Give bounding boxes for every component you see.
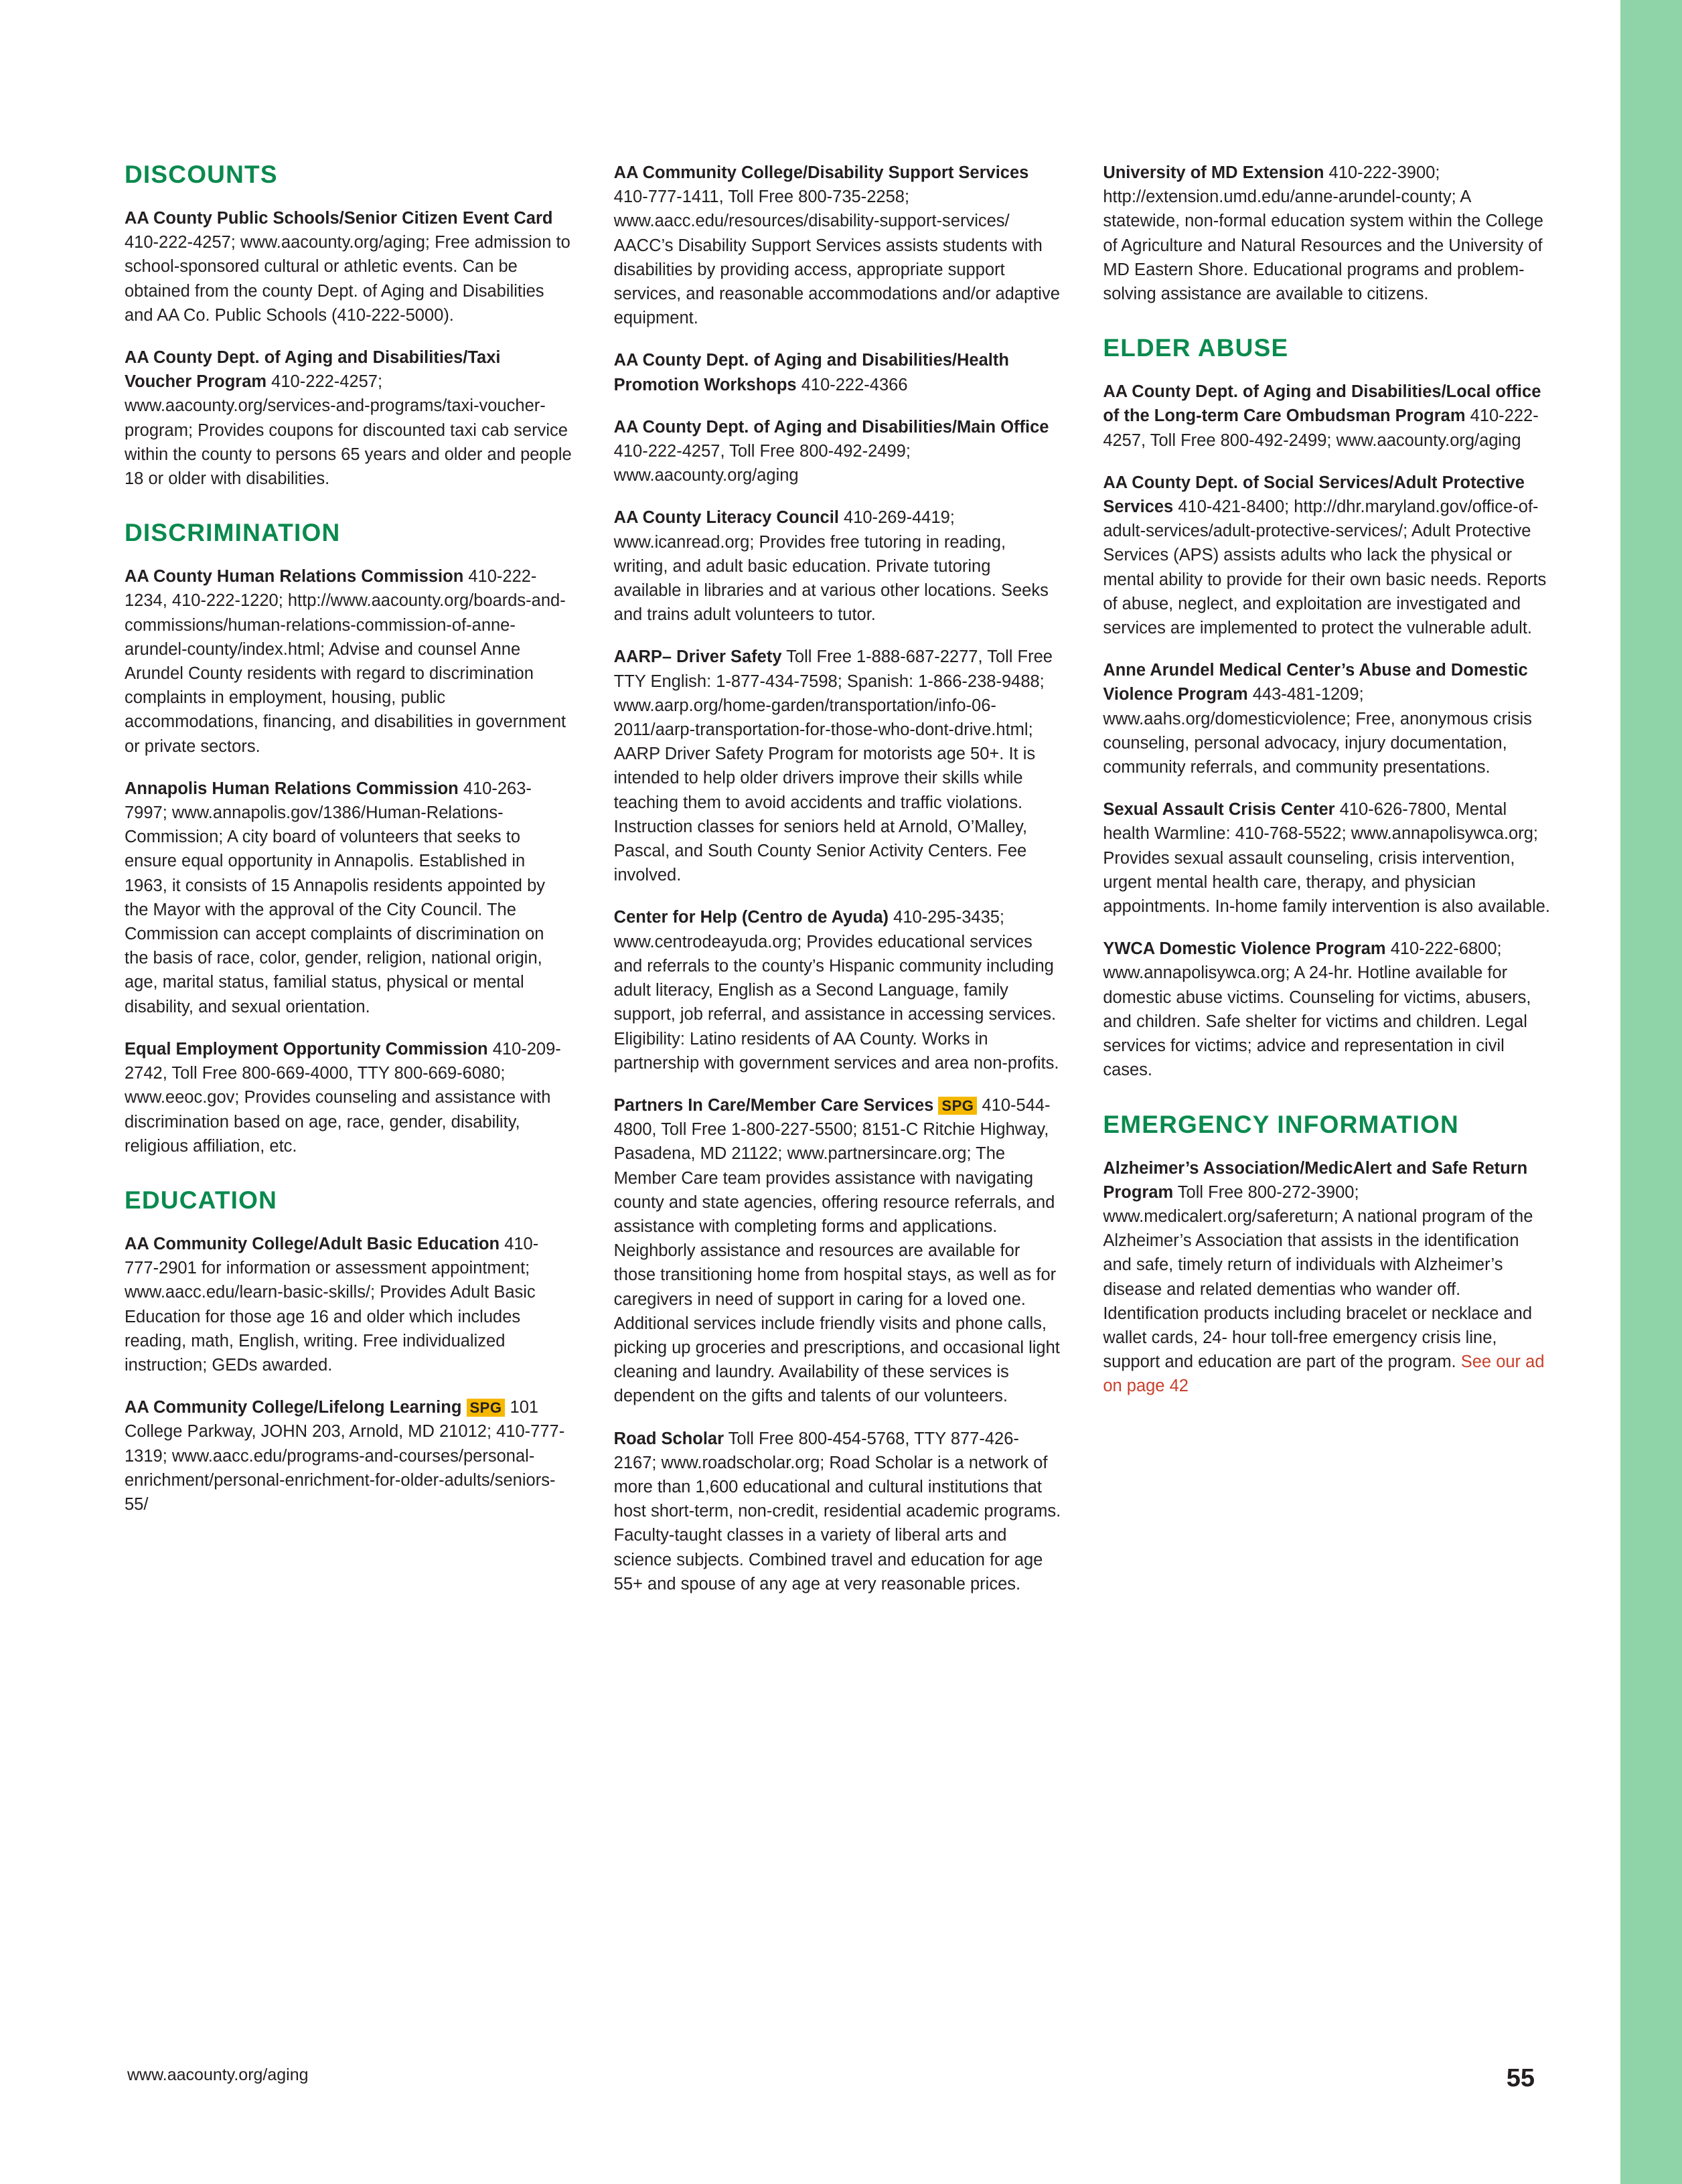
- entry-aarp-driver-safety: [614, 645, 1062, 887]
- article-content: [125, 161, 1551, 1968]
- entry-ltc-ombudsman-program: [1103, 380, 1551, 453]
- entry-body: 410-222-4257; www.aacounty.org/services-and-programs/taxi-voucher-program; Provides coupons for discounted taxi cab service within the county to persons 65 years and older and people 18 or older with disabilities.: [125, 372, 572, 489]
- entry-body: 101 College Parkway, JOHN 203, Arnold, MD 21012; 410-777-1319; www.aacc.edu/programs-and-courses/personal-enrichment/personal-enrichment-for-older-adults/seniors-55/: [125, 1398, 565, 1514]
- entry-body: 410-295-3435; www.centrodeayuda.org; Provides educational services and referrals to the county’s Hispanic community including adult literacy, English as a Second Language, family support, job referral, and assistance in accessing services. Eligibility: Latino residents of AA County. Works in partnership with government services and area non-profits.: [613, 908, 1059, 1073]
- entry-body: 410-626-7800, Mental health Warmline: 410-768-5522; www.annapolisywca.org; Provides sexual assault counseling, crisis intervention, urgent mental health care, therapy, and physician appointments. In-home family intervention is also available.: [1103, 800, 1550, 917]
- section-heading-elder-abuse: ELDER ABUSE: [1103, 334, 1289, 362]
- entry-partners-in-care: [614, 1093, 1062, 1409]
- entry-title: Partners In Care/Member Care Services: [613, 1095, 934, 1115]
- entry-title: AA County Literacy Council: [613, 508, 839, 528]
- ad-cross-reference: See our ad on page 42: [1103, 1352, 1545, 1396]
- entry-body: 410-222-3900; http://extension.umd.edu/anne-arundel-county; A statewide, non-formal education system within the College of Agriculture and Natural Resources and the University of MD Eastern Shore. Educational programs and problem-solving assistance are available to citizens.: [1103, 163, 1543, 304]
- entry-body: 410-222-6800; www.annapolisywca.org; A 24-hr. Hotline available for domestic abuse victims. Counseling for victims, abusers, and children. Safe shelter for victims and children. Legal services for victims; advice and representation in civil cases.: [1103, 939, 1531, 1080]
- entry-title: Road Scholar: [613, 1429, 724, 1448]
- entry-body: 410-222-4257; www.aacounty.org/aging; Free admission to school-sponsored cultural or athletic events. Can be obtained from the county Dept. of Aging and Disabilities and AA Co. Public Schools (410-222-5000).: [125, 233, 570, 325]
- entry-annapolis-human-relations-commission: [125, 777, 572, 1019]
- entry-body: 410-222-4366: [796, 375, 908, 394]
- entry-body: 410-269-4419; www.icanread.org; Provides free tutoring in reading, writing, and adult basic education. Private tutoring available in libraries and at various other locations. Seeks and trains adult volunteers to tutor.: [613, 508, 1049, 625]
- spg-badge: SPG: [938, 1097, 977, 1115]
- entry-ywca-domestic-violence-program: [1103, 937, 1551, 1082]
- entry-body: 410-777-1411, Toll Free 800-735-2258; www.aacc.edu/resources/disability-support-services/ AACC’s Disability Support Services assists students with disabilities by providing access, appropriate support services, and reasonable accommodations and/or adaptive equipment.: [613, 187, 1060, 328]
- entry-lifelong-learning: [125, 1395, 572, 1516]
- page-number: 55: [1506, 2064, 1535, 2092]
- entry-body: Toll Free 800-272-3900; www.medicalert.org/safereturn; A national program of the Alzheimer’s Association that assists in the identification and safe, timely return of individuals with Alzheimer’s disease and related dementias who wander off. Identification products including bracelet or necklace and wallet cards, 24- hour toll-free emergency crisis line, support and education are part of the program.: [1103, 1182, 1533, 1372]
- entry-disability-support-services: [614, 161, 1062, 330]
- entry-body: Toll Free 1-888-687-2277, Toll Free TTY English: 1-877-434-7598; Spanish: 1-866-238-9488; www.aarp.org/home-garden/transportation/info-06-2011/aarp-transportation-for-those-who-dont-drive.html; AARP Driver Safety Program for motorists age 50+. It is intended to help older drivers improve their skills while teaching them to avoid accidents and traffic violations. Instruction classes for seniors held at Arnold, O’Malley, Pascal, and South County Senior Activity Centers. Fee involved.: [613, 647, 1053, 885]
- entry-body: 410-263-7997; www.annapolis.gov/1386/Human-Relations-Commission; A city board of volunteers that seeks to ensure equal opportunity in Annapolis. Established in 1963, it consists of 15 Annapolis residents appointed by the Mayor with the approval of the City Council. The Commission can accept complaints of discrimination on the basis of race, color, gender, religion, national origin, age, marital status, familial status, physical or mental disability, and sexual orientation.: [125, 779, 545, 1016]
- section-heading-discrimination: DISCRIMINATION: [125, 519, 341, 547]
- entry-equal-employment-opportunity-commission: [125, 1037, 572, 1158]
- entry-title: AARP– Driver Safety: [613, 647, 782, 667]
- entry-adult-basic-education: [125, 1232, 572, 1377]
- entry-literacy-council: [614, 505, 1062, 627]
- entry-body: 410-421-8400; http://dhr.maryland.gov/office-of-adult-services/adult-protective-services/; Adult Protective Services (APS) assists adults who lack the physical or mental ability to provide for their own basic needs. Reports of abuse, neglect, and exploitation are investigated and services are implemented to protect the vulnerable adult.: [1103, 497, 1547, 638]
- entry-sexual-assault-crisis-center: [1103, 797, 1551, 919]
- page-edge-bar: [1620, 0, 1682, 2184]
- entry-adult-protective-services: [1103, 471, 1551, 640]
- entry-title: AA County Human Relations Commission: [125, 567, 464, 587]
- section-heading-education: EDUCATION: [125, 1186, 277, 1214]
- entry-title: Alzheimer’s Association/MedicAlert and Safe Return Program: [1103, 1158, 1528, 1202]
- entry-title: YWCA Domestic Violence Program: [1103, 939, 1386, 959]
- entry-title: AA Community College/Lifelong Learning: [125, 1398, 462, 1417]
- entry-body: 410-209-2742, Toll Free 800-669-4000, TTY 800-669-6080; www.eeoc.gov; Provides counseling and assistance with discrimination based on age, race, gender, disability, religious affiliation, etc.: [125, 1039, 561, 1156]
- entry-aa-county-human-relations-commission: [125, 564, 572, 759]
- entry-body: 410-777-2901 for information or assessment appointment; www.aacc.edu/learn-basic-skills/; Provides Adult Basic Education for those age 16 and older which includes reading, math, English, writing. Free individualized instruction; GEDs awarded.: [125, 1234, 539, 1375]
- entry-body: 410-544-4800, Toll Free 1-800-227-5500; 8151-C Ritchie Highway, Pasadena, MD 21122; www.partnersincare.org; The Member Care team provides assistance with navigating county and state agencies, offering resource referrals, and assistance with completing forms and applications. Neighborly assistance and resources are available for those transitioning home from hospital stays, as well as for caregivers in need of support in caring for a loved one. Additional services include friendly visits and phone calls, picking up groceries and prescriptions, and occasional light cleaning and laundry. Availability of these services is dependent on the gifts and talents of our volunteers.: [613, 1095, 1060, 1406]
- entry-title: AA County Dept. of Aging and Disabilities/Main Office: [613, 417, 1049, 437]
- entry-title: AA Community College/Disability Support Services: [613, 163, 1029, 182]
- entry-body: 410-222-4257, Toll Free 800-492-2499; www.aacounty.org/aging: [613, 442, 911, 485]
- entry-title: Equal Employment Opportunity Commission: [125, 1039, 488, 1059]
- entry-title: AA Community College/Adult Basic Education: [125, 1234, 500, 1253]
- entry-taxi-voucher-program: [125, 345, 572, 491]
- entry-title: AA County Dept. of Social Services/Adult Protective Services: [1103, 473, 1525, 517]
- entry-aa-county-public-schools: [125, 206, 572, 327]
- entry-title: AA County Dept. of Aging and Disabilities/Local office of the Long-term Care Ombudsman Program: [1103, 382, 1541, 426]
- entry-title: AA County Dept. of Aging and Disabilities/Health Promotion Workshops: [613, 351, 1009, 394]
- entry-alzheimers-medicalert-safe-return: [1103, 1156, 1551, 1399]
- section-heading-emergency-information: EMERGENCY INFORMATION: [1103, 1110, 1459, 1138]
- entry-body: 410-222-4257, Toll Free 800-492-2499; www.aacounty.org/aging: [1103, 406, 1539, 450]
- entry-road-scholar: [614, 1427, 1062, 1596]
- entry-title: Annapolis Human Relations Commission: [125, 779, 459, 798]
- three-column-layout: [125, 161, 1551, 1968]
- entry-body: Toll Free 800-454-5768, TTY 877-426-2167; www.roadscholar.org; Road Scholar is a network of more than 1,600 educational and cultural institutions that host short-term, non-credit, residential academic programs. Faculty-taught classes in a variety of liberal arts and science subjects. Combined travel and education for age 55+ and spouse of any age at very reasonable prices.: [613, 1429, 1061, 1593]
- entry-title: University of MD Extension: [1103, 163, 1324, 182]
- entry-title: AA County Dept. of Aging and Disabilities/Taxi Voucher Program: [125, 348, 501, 392]
- entry-title: Center for Help (Centro de Ayuda): [613, 908, 889, 927]
- section-heading-discounts: DISCOUNTS: [125, 161, 278, 188]
- entry-university-of-md-extension: [1103, 161, 1551, 306]
- entry-health-promotion-workshops: [614, 348, 1062, 396]
- entry-aamc-abuse-domestic-violence: [1103, 658, 1551, 779]
- entry-body: 410-222-1234, 410-222-1220; http://www.aacounty.org/boards-and-commissions/human-relations-commission-of-anne-arundel-county/index.html; Advise and counsel Anne Arundel County residents with regard to discrimination complaints in employment, housing, public accommodations, financing, and disabilities in government or private sectors.: [125, 567, 566, 756]
- footer-website-url: www.aacounty.org/aging: [127, 2065, 309, 2084]
- entry-title: AA County Public Schools/Senior Citizen Event Card: [125, 209, 553, 228]
- entry-title: Sexual Assault Crisis Center: [1103, 800, 1335, 820]
- entry-aging-disabilities-main-office: [614, 415, 1062, 488]
- spg-badge: SPG: [467, 1399, 506, 1417]
- entry-body: 443-481-1209; www.aahs.org/domesticviolence; Free, anonymous crisis counseling, personal advocacy, injury documentation, community referrals, and community presentations.: [1103, 685, 1532, 777]
- entry-center-for-help: [614, 905, 1062, 1075]
- entry-title: Anne Arundel Medical Center’s Abuse and Domestic Violence Program: [1103, 661, 1528, 704]
